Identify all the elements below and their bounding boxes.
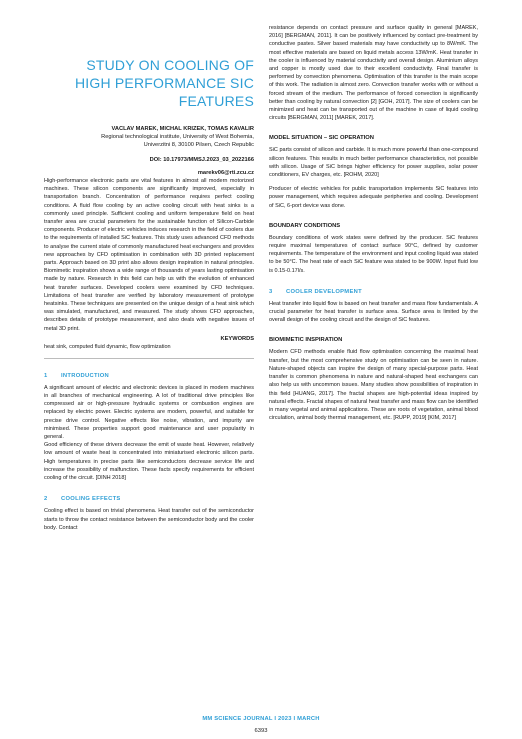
cooler-development-paragraph: Heat transfer into liquid flow is based on heat transfer and mass flow fundamentals. A crucial parameter for heat transfer is surface area. Surface area is limited by the overall design of the cooling circuit and the design of SiC features. bbox=[269, 300, 478, 324]
right-column bbox=[269, 24, 478, 422]
doi: DOI: 10.17973/MMSJ.2023_03_2022166 bbox=[149, 157, 254, 163]
subheading-biomimetic-inspiration: BIOMIMETIC INSPIRATION bbox=[269, 337, 343, 344]
model-situation-paragraph-2: Producer of electric vehicles for public transportation implements SiC features into power management, which requires adequate peripheries and cooling. Development of SiC, 6-port device was done. bbox=[269, 186, 478, 209]
page-number: 6393 bbox=[254, 728, 268, 734]
affiliation-line-1: Regional technological institute, University of West Bohemia, bbox=[101, 134, 254, 140]
title-line-3: FEATURES bbox=[178, 93, 254, 109]
abstract-divider bbox=[44, 358, 254, 359]
cooling-effects-paragraph: Cooling effect is based on trivial phenomena. Heat transfer out of the semiconductor starts to throw the contact resistance between the semiconductor body and the cooler body. Contact bbox=[44, 508, 254, 531]
subheading-model-situation: MODEL SITUATION – SIC OPERATION bbox=[269, 135, 374, 142]
keywords-heading: KEYWORDS bbox=[220, 335, 254, 342]
affiliation-line-2: Univerzitni 8, 30100 Pilsen, Czech Republic bbox=[143, 142, 254, 148]
footer-journal: MM SCIENCE JOURNAL I 2023 I MARCH bbox=[202, 716, 320, 722]
section-number: 3 bbox=[269, 288, 273, 295]
section-title: COOLING EFFECTS bbox=[61, 496, 121, 503]
keywords: heat sink, computed fluid dynamic, flow optimization bbox=[44, 343, 171, 350]
section-number: 1 bbox=[44, 372, 48, 379]
left-column bbox=[44, 24, 254, 532]
section-number: 2 bbox=[44, 496, 48, 503]
section-heading-introduction bbox=[44, 373, 254, 379]
section-title: INTRODUCTION bbox=[61, 372, 110, 379]
boundary-conditions-paragraph: Boundary conditions of work states were defined by the producer. SiC features require maximal temperatures of contact surface 90°C, defined by customer requirements. The temperature of the environment and input cooling liquid was stated to be 50°C. The heat rate of each SiC feature was stated to be 900W. Input fluid low is 0.15-0.17l/s. bbox=[269, 234, 478, 274]
introduction-paragraph-2: Good efficiency of these drivers decrease the emit of waste heat. However, relatively low amount of waste heat is concentrated into miniaturised electronic silicon parts. High temperatures in precise parts like semiconductors decrease service life and increase the possibility of malfunction. These facts specify requirements for efficient cooling of the circuit. [DINH 2018] bbox=[44, 442, 254, 482]
email: marekv06@rti.zcu.cz bbox=[197, 170, 254, 176]
paper-title bbox=[44, 56, 254, 110]
authors: VACLAV MAREK, MICHAL KRIZEK, TOMAS KAVALIR bbox=[111, 126, 254, 132]
biomimetic-paragraph: Modern CFD methods enable fluid flow optimisation concerning the maximal heat transfer, but the most comprehensive study on optimisation can be seen in nature. Nature-shaped objects can inspire the design of many special-purpose parts. Heat transfer is common phenomena in nature and natural-shaped heat exchangers can also help us with uncommon issues. Many studies show possibilities of inspiration in this field [HUANG, 2017]. The fractal shapes are high-potential ideas inspired by natural effects. Fractal shapes of natural heat transfer and mass flow can be identified in many vegetal and animal applications. These are roots of vegetation, animal blood circulation, animal body thermal management, etc. [RUPP, 2019] [KIM, 2017] bbox=[269, 349, 478, 422]
model-situation-paragraph: SiC parts consist of silicon and carbide. It is much more powerful than one-compound silicon features. This results in much better performance characteristics, not possible with silicon. Usage of SiC brings higher efficiency for power supplies, solar power conditioners, EV charges, etc. [ROHM, 2020] bbox=[269, 147, 478, 179]
title-line-2: HIGH PERFORMANCE SIC bbox=[74, 75, 254, 91]
section-heading-cooling-effects bbox=[44, 496, 254, 502]
introduction-paragraph: A significant amount of electric and electronic devices is placed in modern machines in all branches of mechanical engineering. A lot of traditional drive principles like compressed air or high-pressure hydraulic systems or combustion engines are replaced by electric power. Electric systems are modern, powerful, and suitable for precise drive control. Negative effects like noise, vibration, and impurity are minimised. These properties support good maintenance and user popularity in general. bbox=[44, 384, 254, 441]
abstract: High-performance electronic parts are vital features in almost all modern motorized machines. These silicon components are significantly improved, especially in transportation branch. Concentration of performance requires perfect cooling conditions. A fluid flow cooling by an active cooling circuit with heat sinks is a commonly used principle. Sufficient cooling and uniform temperature field on heat transfer area are crucial parameters for the sustainable function of Silicon-Carbide components. Producer of electric vehicles induces research in the field of coolers due to the requirements of installed SiC features. This study uses advanced CFD methods to analyse the current state of commonly manufactured heat exchangers and provides new approaches by CFD optimisation in combination with 3D printed replacement parts. Approach based on 3D print also allows design inspiration in natural principles. Biomimetic inspiration shows a wide range of thousands of years lasting optimisation made by nature. Research in this field can help us with the evolution of enhanced heat transfer surfaces. Developed coolers were examined by CFD techniques. Limitations of heat transfer are verified by laboratory measurement of prototype heatsinks. These techniques are presented on the unique design of a heat sink which was simulated, manufactured, and measured. The study shows CFD approaches, describes details of prototype measurement, and also deals with negative issues of metal 3D print. bbox=[44, 178, 254, 332]
title-line-1: STUDY ON COOLING OF bbox=[86, 57, 254, 73]
section-heading-cooler-development bbox=[269, 289, 478, 295]
subheading-boundary-conditions: BOUNDARY CONDITIONS bbox=[269, 222, 341, 229]
section-title: COOLER DEVELOPMENT bbox=[286, 288, 362, 295]
cooling-effects-continued: resistance depends on contact pressure and surface quality in general [MAREK, 2016] [BERGMAN, 2011]. It can be positively influenced by contact pre-treatment by conductive pastes. Silver based materials may have conductivity up to 8W/mK. The most effective materials are based on liquid metals access 13W/mK. Heat transfer in the cooler is influenced by material conductivity and overall design. Aluminium alloys and copper is mostly used due to their excellent conductivity. Final transfer is performed by convection phenomena. Optimisation of this transfer is the main scope of this work. The radiation is almost zero. Convection transfer works with or without a forced stream of the medium. The performance of forced convection is significantly better than cooling by natural convection [2] [GOH, 2017]. The size of coolers can be minimized and heat can be transported out of the machine in case of liquid cooling circuits [BERGMAN, 2011] [MAREK, 2017]. bbox=[269, 25, 478, 122]
